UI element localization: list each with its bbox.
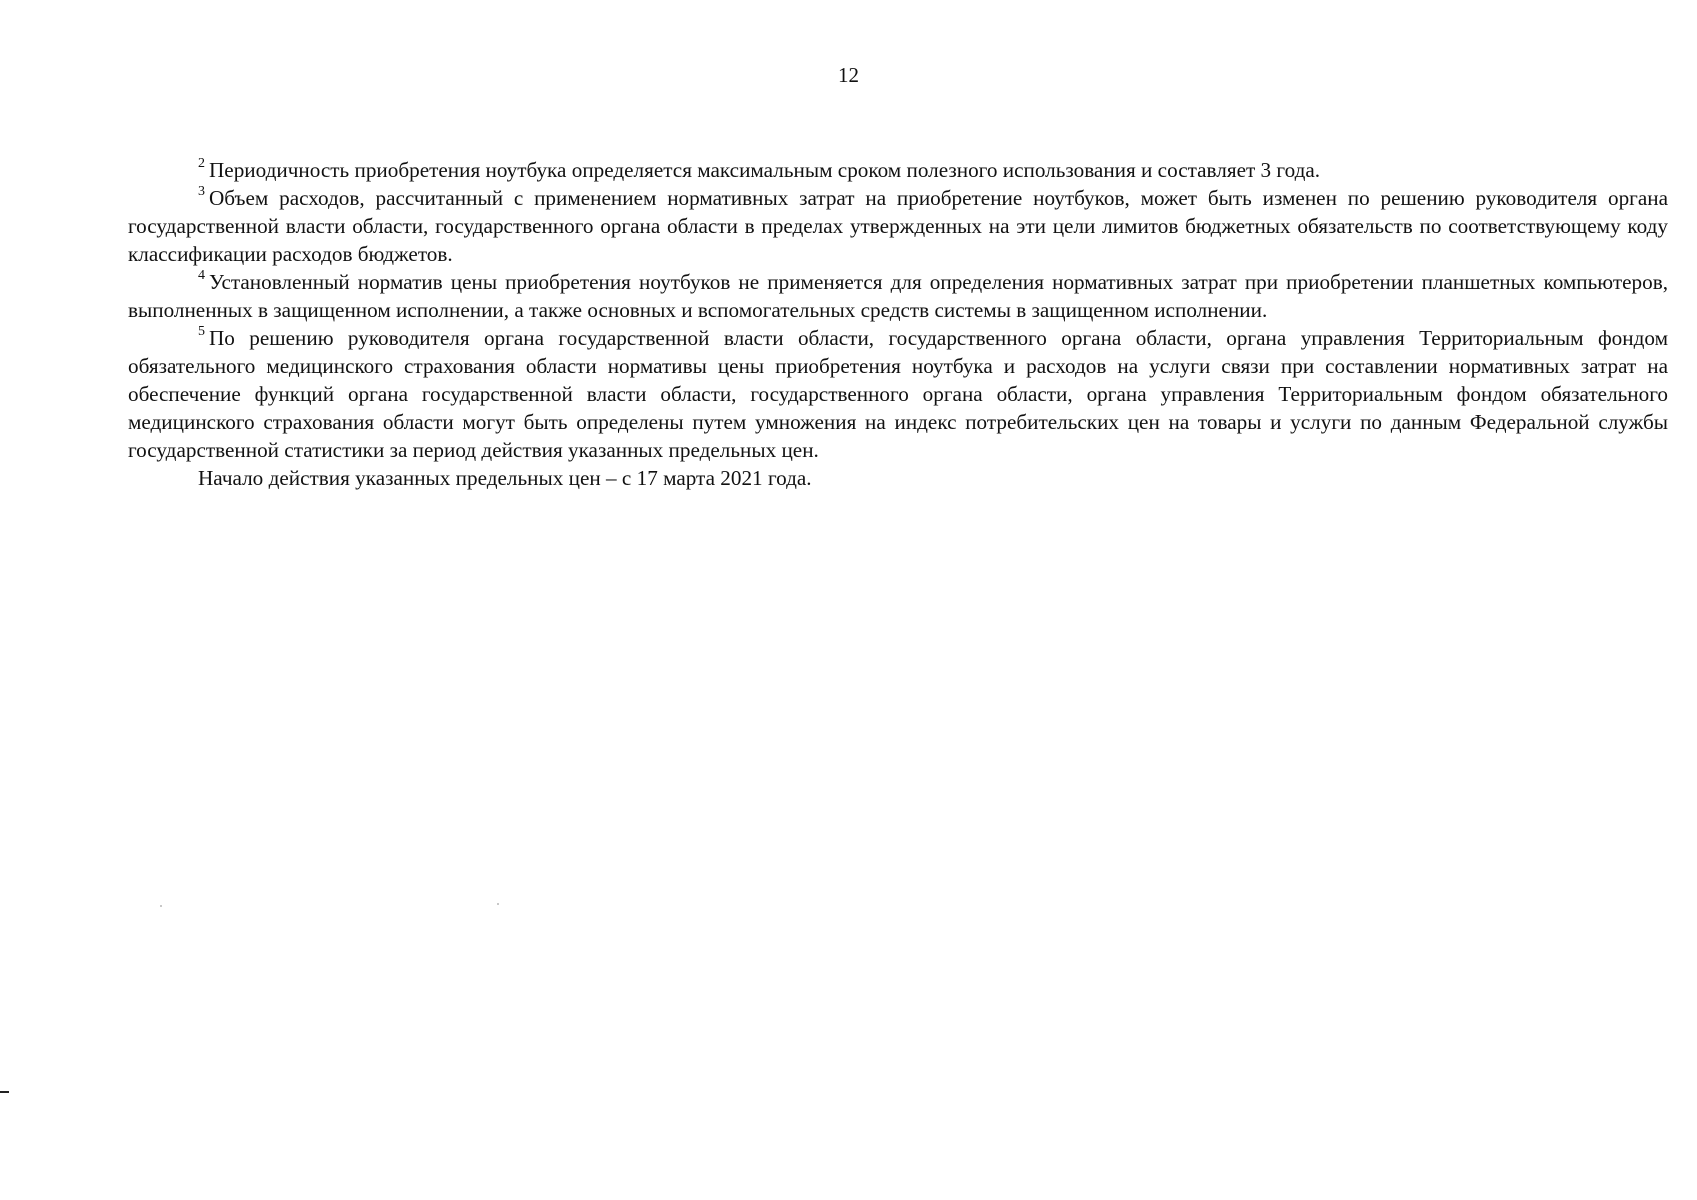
footnote-text: По решению руководителя органа государственной власти области, государственного органа области, органа управления Территориальным фондом обязательного медицинского страхования области нормативы цены приобретения ноутбука и расходов на услуги связи при составлении нормативных затрат на обеспечение функций органа государственной власти области, государственного органа области, органа управления Территориальным фондом обязательного медицинского страхования области могут быть определены путем умножения на индекс потребительских цен на товары и услуги по данным Федеральной службы государственной статистики за период действия указанных предельных цен. [128,326,1668,462]
footnote-marker: 2 [198,155,205,171]
footnotes [128,156,1668,492]
scan-edge-mark [0,1091,9,1093]
footnote-3 [128,184,1668,268]
footnote-marker: 5 [198,323,205,339]
footnote-marker: 3 [198,183,205,199]
footnote-2 [128,156,1668,184]
footnote-marker: 4 [198,267,205,283]
footnote-text: Объем расходов, рассчитанный с применением нормативных затрат на приобретение ноутбуков, может быть изменен по решению руководителя органа государственной власти области, государственного органа области в пределах утвержденных на эти цели лимитов бюджетных обязательств по соответствующему коду классификации расходов бюджетов. [128,186,1668,266]
footnote-4 [128,268,1668,324]
scan-artifact [497,903,499,905]
footnote-5 [128,324,1668,464]
footnote-text: Установленный норматив цены приобретения ноутбуков не применяется для определения нормативных затрат при приобретении планшетных компьютеров, выполненных в защищенном исполнении, а также основных и вспомогательных средств системы в защищенном исполнении. [128,270,1668,322]
closing-paragraph: Начало действия указанных предельных цен – с 17 марта 2021 года. [198,466,812,490]
scan-artifact [160,905,162,907]
footnote-text: Периодичность приобретения ноутбука определяется максимальным сроком полезного использования и составляет 3 года. [209,158,1321,182]
page-number: 12 [838,63,859,87]
